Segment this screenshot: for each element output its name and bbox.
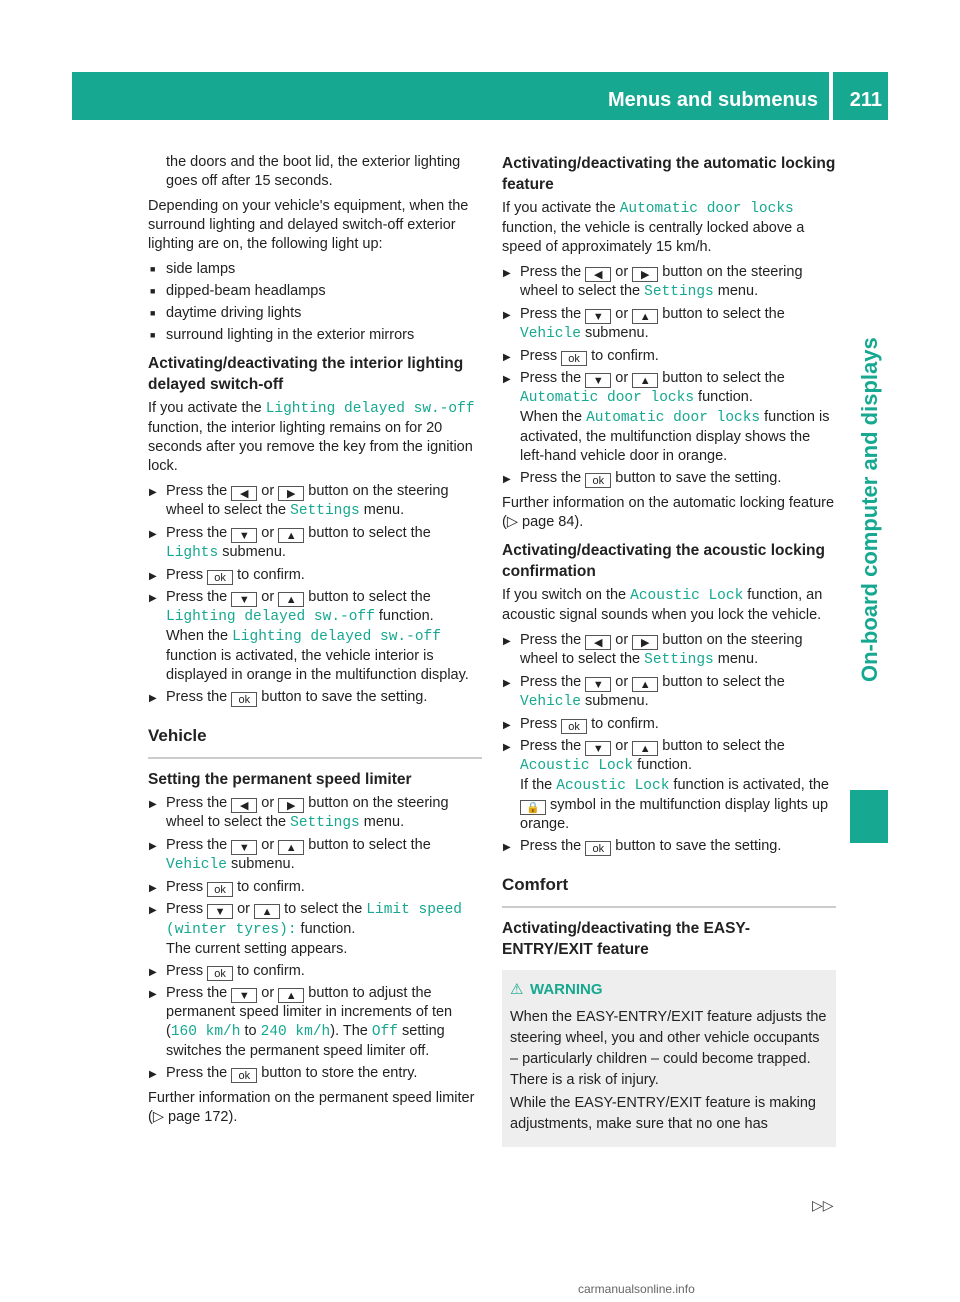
warning-heading (510, 980, 828, 999)
step-item: ▶ Press the ▼ or ▲ button to adjust the permanent speed limiter in increments of ten (160 km/h to 240 km/h). The Off setting switches the permanent speed limiter off. (148, 984, 482, 1061)
down-key-icon: ▼ (231, 528, 257, 543)
step-item: ▶ Press ▼ or ▲ to select the Limit speed (winter tyres): function. The current setting appears. (148, 900, 482, 959)
paragraph: If you activate the Lighting delayed sw.-off function, the interior lighting remains on for 20 seconds after you remove the key from the ignition lock. (148, 400, 475, 474)
right-key-icon: ▶ (632, 267, 658, 282)
value-term: 240 km/h (260, 1024, 331, 1040)
up-key-icon: ▲ (632, 373, 658, 388)
step-item: ▶ Press the ▼ or ▲ button to select the Vehicle submenu. (502, 305, 836, 344)
ok-key-icon: ok (231, 1068, 257, 1083)
menu-term: Vehicle (520, 326, 581, 342)
menu-term: Settings (290, 815, 360, 831)
step-list (502, 263, 836, 488)
down-key-icon: ▼ (585, 309, 611, 324)
page-section-title: Menus and submenus (607, 89, 818, 111)
menu-term: Vehicle (520, 694, 581, 710)
lock-icon: 🔒 (520, 800, 546, 815)
ok-key-icon: ok (207, 882, 233, 897)
menu-term: Settings (290, 503, 360, 519)
menu-term: Settings (644, 284, 714, 300)
up-key-icon: ▲ (632, 309, 658, 324)
right-key-icon: ▶ (278, 798, 304, 813)
step-item: ▶ Press the ▼ or ▲ button to select the Acoustic Lock function. If the Acoustic Lock function is activated, the 🔒 symbol in the multifunction display lights up orange. (502, 737, 836, 834)
step-item: ▶ Press ok to confirm. (502, 715, 836, 734)
paragraph: If you activate the Automatic door locks function, the vehicle is centrally locked above a speed of approximately 15 km/h. (502, 200, 805, 255)
left-key-icon: ◀ (231, 798, 257, 813)
continue-arrows-icon: ▷▷ (812, 1197, 834, 1213)
step-item: ▶ Press the ▼ or ▲ button to select the Lights submenu. (148, 524, 482, 563)
section-heading: Activating/deactivating the automatic locking feature (502, 155, 836, 193)
step-item: ▶ Press the ◀ or ▶ button on the steering wheel to select the Settings menu. (148, 794, 482, 833)
section-heading: Setting the permanent speed limiter (148, 771, 412, 788)
step-item: ▶ Press the ok button to save the setting. (502, 469, 836, 488)
menu-term: Acoustic Lock (556, 778, 670, 794)
menu-term: Lights (166, 545, 219, 561)
left-key-icon: ◀ (585, 635, 611, 650)
menu-term: Lighting delayed sw.-off (232, 629, 441, 645)
cross-reference: Further information on the automatic locking feature (▷ page 84). (502, 495, 835, 530)
cross-reference: Further information on the permanent speed limiter (▷ page 172). (148, 1090, 475, 1125)
menu-term: Automatic door locks (619, 201, 794, 217)
step-item: ▶ Press the ok button to save the setting. (502, 837, 836, 856)
ok-key-icon: ok (561, 719, 587, 734)
menu-term: Limit speed (winter tyres): (166, 902, 463, 938)
watermark: carmanualsonline.info (578, 1282, 695, 1296)
step-item: ▶ Press the ▼ or ▲ button to select the Vehicle submenu. (148, 836, 482, 875)
down-key-icon: ▼ (231, 840, 257, 855)
up-key-icon: ▲ (254, 904, 280, 919)
menu-term: Acoustic Lock (630, 588, 744, 604)
step-item: ▶ Press the ▼ or ▲ button to select the Automatic door locks function. When the Automatic door locks function is activated, the multifunction display shows the left-hand vehicle door in orange. (502, 369, 836, 466)
step-list (148, 794, 482, 1083)
warning-label: WARNING (530, 981, 603, 998)
menu-term: Vehicle (166, 857, 227, 873)
up-key-icon: ▲ (278, 528, 304, 543)
menu-term: Automatic door locks (586, 410, 761, 426)
down-key-icon: ▼ (585, 373, 611, 388)
chapter-heading: Vehicle (148, 725, 482, 759)
step-item: ▶ Press ok to confirm. (148, 878, 482, 897)
up-key-icon: ▲ (278, 840, 304, 855)
value-term: Off (371, 1024, 398, 1040)
left-key-icon: ◀ (231, 486, 257, 501)
ok-key-icon: ok (231, 692, 257, 707)
section-heading: Activating/deactivating the EASY-ENTRY/EXIT feature (502, 920, 751, 958)
left-key-icon: ◀ (585, 267, 611, 282)
right-column (502, 153, 836, 1147)
down-key-icon: ▼ (585, 677, 611, 692)
paragraph: the doors and the boot lid, the exterior lighting goes off after 15 seconds. (166, 154, 461, 189)
list-item: ■ daytime driving lights (148, 304, 482, 323)
left-column (148, 153, 482, 1133)
side-chapter-label: On-board computer and displays (857, 337, 882, 682)
chapter-heading: Comfort (502, 874, 836, 908)
list-item: ■ surround lighting in the exterior mirrors (148, 326, 482, 345)
step-item: ▶ Press ok to confirm. (148, 566, 482, 585)
step-list (148, 482, 482, 707)
warning-text: While the EASY-ENTRY/EXIT feature is making adjustments, make sure that no one has (510, 1095, 816, 1132)
up-key-icon: ▲ (632, 741, 658, 756)
menu-term: Automatic door locks (520, 390, 695, 406)
warning-triangle-icon: ⚠ (510, 981, 524, 998)
warning-text: When the EASY-ENTRY/EXIT feature adjusts the steering wheel, you and other vehicle occupants – particularly children – could become trapped. There is a risk of injury. (510, 1009, 827, 1088)
step-item: ▶ Press ok to confirm. (148, 962, 482, 981)
ok-key-icon: ok (207, 966, 233, 981)
step-item: ▶ Press the ▼ or ▲ button to select the Lighting delayed sw.-off function. When the Lighting delayed sw.-off function is activated, the vehicle interior is displayed in orange in the multifunction display. (148, 588, 482, 685)
ok-key-icon: ok (561, 351, 587, 366)
down-key-icon: ▼ (231, 988, 257, 1003)
chapter-marker (850, 790, 888, 843)
menu-term: Settings (644, 652, 714, 668)
menu-term: Acoustic Lock (520, 758, 634, 774)
section-heading: Activating/deactivating the interior lighting delayed switch-off (148, 355, 464, 393)
menu-term: Lighting delayed sw.-off (265, 401, 475, 417)
step-item: ▶ Press ok to confirm. (502, 347, 836, 366)
up-key-icon: ▲ (632, 677, 658, 692)
right-key-icon: ▶ (278, 486, 304, 501)
step-item: ▶ Press the ok button to save the setting. (148, 688, 482, 707)
ok-key-icon: ok (207, 570, 233, 585)
down-key-icon: ▼ (231, 592, 257, 607)
header-divider (829, 72, 833, 120)
paragraph: Depending on your vehicle's equipment, when the surround lighting and delayed switch-off exterior lighting are on, the following light up: (148, 198, 469, 252)
up-key-icon: ▲ (278, 592, 304, 607)
section-heading: Activating/deactivating the acoustic locking confirmation (502, 542, 825, 580)
down-key-icon: ▼ (585, 741, 611, 756)
step-item: ▶ Press the ▼ or ▲ button to select the Vehicle submenu. (502, 673, 836, 712)
step-list (502, 631, 836, 856)
header-bar (72, 72, 888, 120)
menu-term: Lighting delayed sw.-off (166, 609, 375, 625)
ok-key-icon: ok (585, 473, 611, 488)
paragraph: If you switch on the Acoustic Lock function, an acoustic signal sounds when you lock the vehicle. (502, 587, 823, 623)
warning-box (502, 970, 836, 1147)
bullet-list (148, 260, 482, 345)
step-item: ▶ Press the ok button to store the entry. (148, 1064, 482, 1083)
list-item: ■ dipped-beam headlamps (148, 282, 482, 301)
right-key-icon: ▶ (632, 635, 658, 650)
list-item: ■ side lamps (148, 260, 482, 279)
step-item: ▶ Press the ◀ or ▶ button on the steering wheel to select the Settings menu. (502, 263, 836, 302)
ok-key-icon: ok (585, 841, 611, 856)
page-number: 211 (849, 89, 882, 111)
step-item: ▶ Press the ◀ or ▶ button on the steering wheel to select the Settings menu. (148, 482, 482, 521)
up-key-icon: ▲ (278, 988, 304, 1003)
step-item: ▶ Press the ◀ or ▶ button on the steering wheel to select the Settings menu. (502, 631, 836, 670)
value-term: 160 km/h (170, 1024, 241, 1040)
side-chapter-tab (850, 122, 888, 842)
down-key-icon: ▼ (207, 904, 233, 919)
